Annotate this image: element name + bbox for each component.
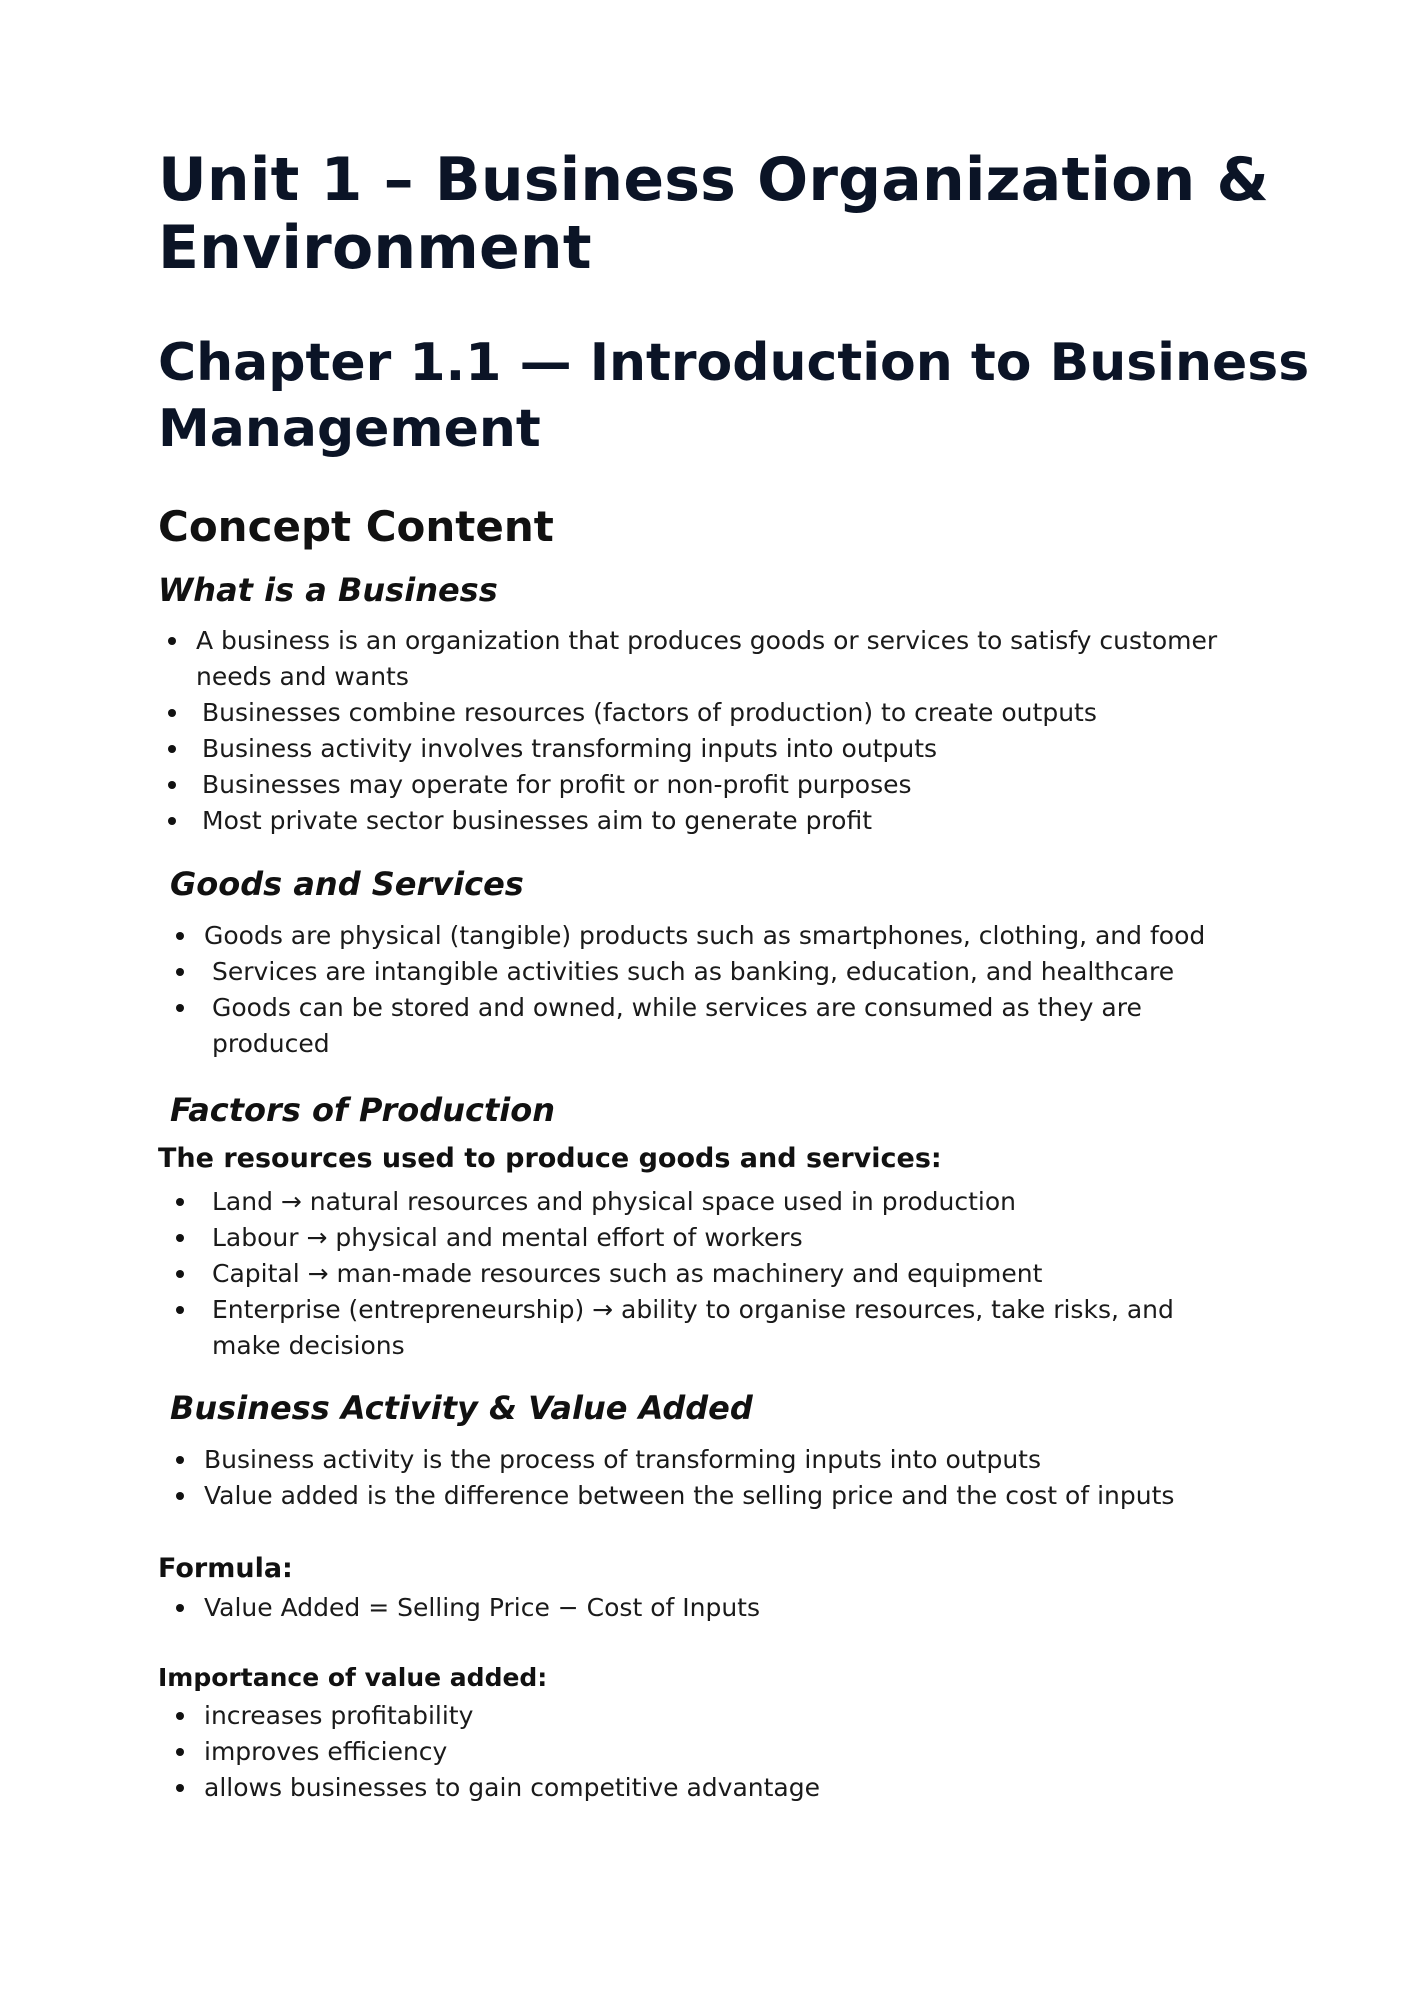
bullet-icon [176, 1306, 184, 1314]
factors-list [168, 1184, 1248, 1364]
formula-label: Formula: [158, 1553, 293, 1584]
list-item: Business activity is the process of transforming inputs into outputs [168, 1442, 1268, 1478]
bullet-icon [168, 817, 176, 825]
formula-list [168, 1590, 1168, 1626]
goods-services-heading: Goods and Services [170, 865, 524, 903]
bullet-icon [168, 781, 176, 789]
bullet-icon [176, 1270, 184, 1278]
section-title: Concept Content [158, 502, 554, 551]
factors-heading: Factors of Production [170, 1091, 555, 1129]
value-added-list [168, 1442, 1268, 1514]
importance-list [168, 1698, 1168, 1806]
bullet-icon [176, 1004, 184, 1012]
value-added-heading: Business Activity & Value Added [170, 1389, 753, 1427]
bullet-icon [176, 1712, 184, 1720]
list-item: Most private sector businesses aim to generate profit [160, 803, 1280, 839]
bullet-icon [176, 1234, 184, 1242]
bullet-icon [176, 932, 184, 940]
unit-title-line-2: Environment [158, 213, 592, 283]
list-item: Capital → man-made resources such as machinery and equipment [168, 1256, 1248, 1292]
list-item: Goods can be stored and owned, while services are consumed as they are produced [168, 990, 1192, 1062]
factors-lead: The resources used to produce goods and services: [158, 1143, 942, 1174]
list-item: increases profitability [168, 1698, 1168, 1734]
bullet-icon [168, 709, 176, 717]
list-item: Labour → physical and mental effort of workers [168, 1220, 1248, 1256]
list-item: Goods are physical (tangible) products such as smartphones, clothing, and food [168, 918, 1228, 954]
unit-title-line-1: Unit 1 – Business Organization & [158, 145, 1270, 215]
list-item: Value Added = Selling Price − Cost of Inputs [168, 1590, 1168, 1626]
list-item: Business activity involves transforming inputs into outputs [160, 731, 1280, 767]
bullet-icon [176, 1784, 184, 1792]
list-item: improves efficiency [168, 1734, 1168, 1770]
list-item: Value added is the difference between the selling price and the cost of inputs [168, 1478, 1268, 1514]
importance-label: Importance of value added: [158, 1663, 548, 1692]
list-item: Land → natural resources and physical space used in production [168, 1184, 1248, 1220]
bullet-icon [176, 968, 184, 976]
list-item: Businesses combine resources (factors of production) to create outputs [160, 695, 1280, 731]
what-is-business-list [160, 623, 1280, 839]
list-item: allows businesses to gain competitive advantage [168, 1770, 1168, 1806]
what-is-business-heading: What is a Business [158, 571, 498, 609]
list-item: A business is an organization that produces goods or services to satisfy customer needs and wants [160, 623, 1280, 695]
goods-services-list [168, 918, 1228, 1062]
chapter-title-line-2: Management [158, 399, 541, 459]
bullet-icon [176, 1748, 184, 1756]
list-item: Businesses may operate for profit or non-profit purposes [160, 767, 1280, 803]
bullet-icon [176, 1456, 184, 1464]
unit-title [158, 146, 1269, 282]
chapter-title [158, 330, 1309, 462]
bullet-icon [176, 1604, 184, 1612]
bullet-icon [176, 1198, 184, 1206]
list-item: Services are intangible activities such as banking, education, and healthcare [168, 954, 1228, 990]
chapter-title-line-1: Chapter 1.1 — Introduction to Business [158, 333, 1310, 393]
bullet-icon [168, 637, 176, 645]
bullet-icon [176, 1492, 184, 1500]
bullet-icon [168, 745, 176, 753]
list-item: Enterprise (entrepreneurship) → ability to organise resources, take risks, and make decisions [168, 1292, 1212, 1364]
